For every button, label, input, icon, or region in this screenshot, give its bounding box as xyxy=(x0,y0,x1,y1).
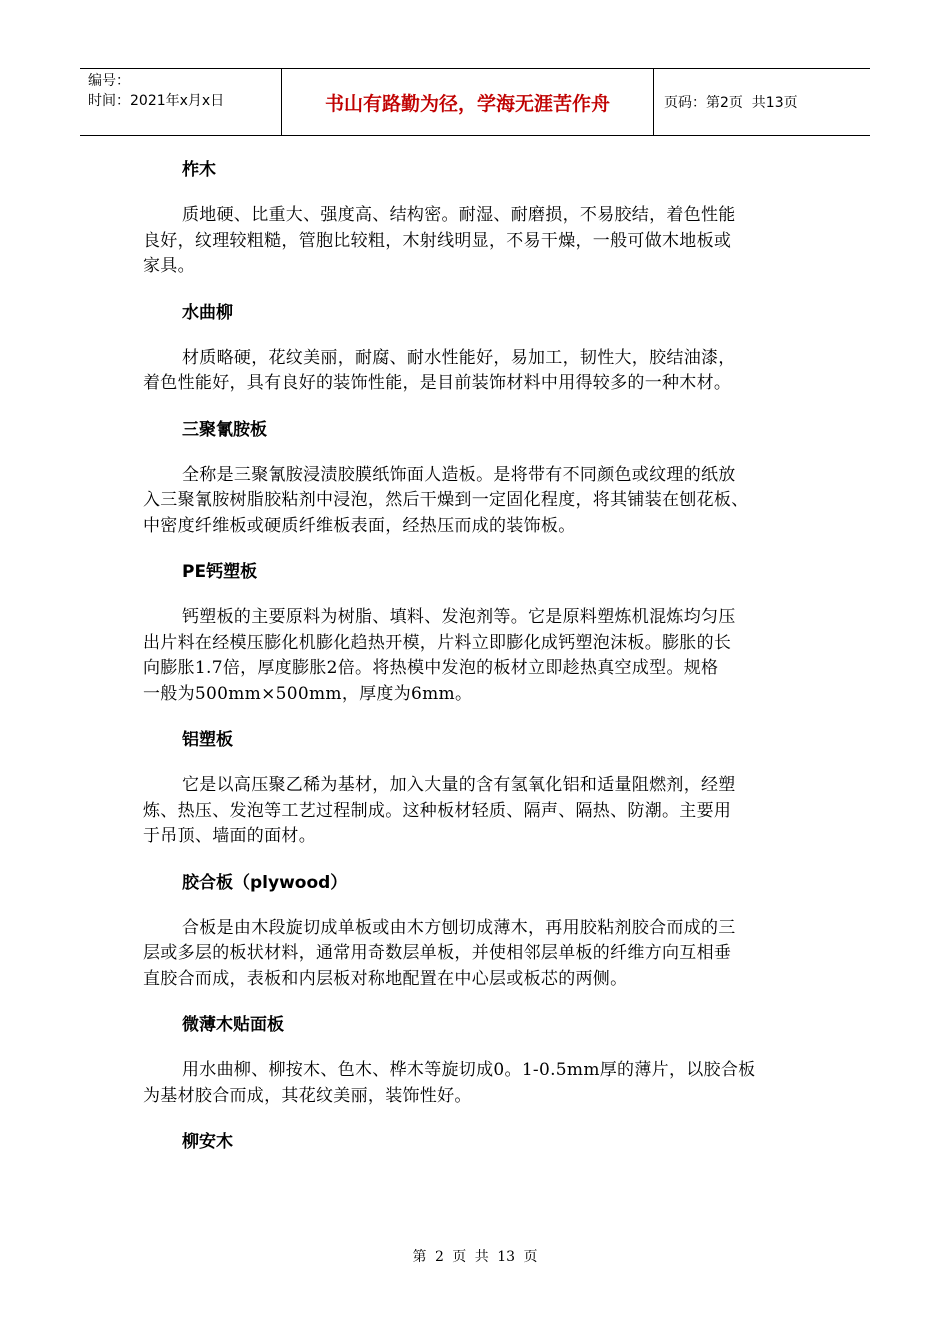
section-paragraph xyxy=(143,1058,815,1109)
section-paragraph xyxy=(143,346,815,397)
section-heading: 胶合板（plywood） xyxy=(182,872,348,893)
paragraph-line: 炼、热压、发泡等工艺过程制成。这种板材轻质、隔声、隔热、防潮。主要用 xyxy=(143,800,732,821)
paragraph-line: 它是以高压聚乙稀为基材，加入大量的含有氢氧化铝和适量阻燃剂，经塑 xyxy=(182,775,736,795)
paragraph-line: 于吊顶、墙面的面材。 xyxy=(143,826,316,846)
page-code-text: 页码：第2页 共13页 xyxy=(664,95,798,111)
section-heading: 铝塑板 xyxy=(182,730,233,750)
paragraph-line: 用水曲柳、柳按木、色木、桦木等旋切成0。1-0.5mm厚的薄片，以胶合板 xyxy=(182,1060,756,1080)
paragraph-line: 出片料在经模压膨化机膨化趋热开模，片料立即膨化成钙塑泡沫板。膨胀的长 xyxy=(143,632,732,653)
section-heading: 三聚氰胺板 xyxy=(182,419,267,440)
section-paragraph xyxy=(143,605,815,707)
paragraph-line: 为基材胶合而成，其花纹美丽，装饰性好。 xyxy=(143,1085,472,1106)
section-heading: 柳安木 xyxy=(182,1132,233,1152)
section-heading: PE钙塑板 xyxy=(182,562,258,582)
paragraph-line: 向膨胀1.7倍，厚度膨胀2倍。将热模中发泡的板材立即趁热真空成型。规格 xyxy=(143,658,719,678)
section-heading: 水曲柳 xyxy=(182,302,233,323)
paragraph-line: 家具。 xyxy=(143,256,195,276)
section-heading: 微薄木贴面板 xyxy=(182,1015,284,1035)
section-paragraph xyxy=(143,773,815,850)
paragraph-line: 入三聚氰胺树脂胶粘剂中浸泡，然后干燥到一定固化程度，将其铺装在刨花板、 xyxy=(143,490,749,510)
header-page-code xyxy=(654,69,870,135)
paragraph-line: 中密度纤维板或硬质纤维板表面，经热压而成的装饰板。 xyxy=(143,515,576,536)
document-date: 时间：2021年x月x日 xyxy=(88,93,225,109)
paragraph-line: 层或多层的板状材料，通常用奇数层单板，并使相邻层单板的纤维方向互相垂 xyxy=(143,943,732,963)
section-paragraph xyxy=(143,916,815,993)
paragraph-line: 质地硬、比重大、强度高、结构密。耐湿、耐磨损，不易胶结，着色性能 xyxy=(182,205,736,225)
paragraph-line: 全称是三聚氰胺浸渍胶膜纸饰面人造板。是将带有不同颜色或纹理的纸放 xyxy=(182,464,736,485)
section-paragraph xyxy=(143,203,815,280)
paragraph-line: 直胶合而成，表板和内层板对称地配置在中心层或板芯的两侧。 xyxy=(143,968,628,989)
header-motto: 书山有路勤为径，学海无涯苦作舟 xyxy=(282,69,654,135)
paragraph-line: 材质略硬，花纹美丽，耐腐、耐水性能好，易加工，韧性大，胶结油漆， xyxy=(182,347,736,368)
paragraph-line: 一般为500mm×500mm，厚度为6mm。 xyxy=(143,683,473,704)
paragraph-line: 合板是由木段旋切成单板或由木方刨切成薄木，再用胶粘剂胶合而成的三 xyxy=(182,917,736,938)
document-number-label: 编号： xyxy=(88,73,130,89)
section-paragraph xyxy=(143,463,815,540)
paragraph-line: 良好，纹理较粗糙，管胞比较粗，木射线明显，不易干燥，一般可做木地板或 xyxy=(143,230,732,251)
page-footer: 第 2 页 共 13 页 xyxy=(412,1249,538,1265)
paragraph-line: 钙塑板的主要原料为树脂、填料、发泡剂等。它是原料塑炼机混炼均匀压 xyxy=(182,607,736,627)
document-body xyxy=(143,157,815,1155)
page-header xyxy=(80,68,870,136)
paragraph-line: 着色性能好，具有良好的装饰性能，是目前装饰材料中用得较多的一种木材。 xyxy=(143,373,732,393)
header-meta xyxy=(80,69,282,135)
section-heading: 柞木 xyxy=(182,160,216,180)
